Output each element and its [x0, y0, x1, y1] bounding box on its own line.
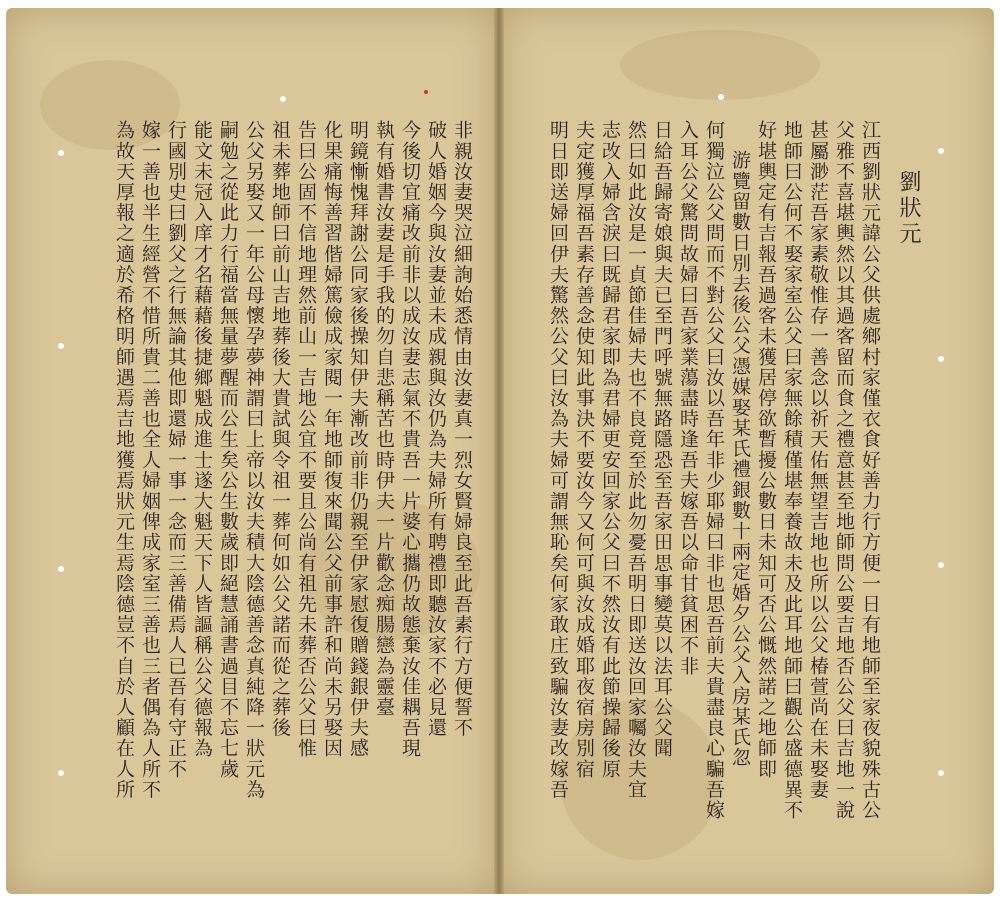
binding-hole [938, 356, 944, 362]
text-column: 今後切宜痛改前非以成汝妻志氣不貴吾一片婆心攜仍故態棄汝佳耦吾現 [399, 120, 421, 759]
binding-hole [58, 150, 64, 156]
text-column: 破人婚姻今與汝妻並未成親與汝仍為夫婦所有聘禮即聽汝家不必見還 [425, 120, 447, 738]
text-column: 夫定獲厚福吾素存善念使知此事決不要汝今又何可與汝成婚耶夜宿房別宿 [573, 120, 595, 780]
text-column: 公父另娶又一年公母懷孕夢神謂曰上帝以汝夫積大陰德善念真純降一狀元為 [243, 120, 265, 800]
text-column: 為故天厚報之適於希格明師遇焉吉地獲焉狀元生焉陰德豈不自於人顧在人所 [113, 120, 135, 800]
text-column: 化果痛悔善習偕婦篤儉成家閱一年地師復來聞公父前事許和尚未另娶因 [321, 120, 343, 759]
text-column: 游覽留數日別去後公父憑媒娶某氏禮銀數十兩定婚夕公父入房某氏忽 [729, 150, 751, 768]
binding-hole [58, 566, 64, 572]
binding-hole [280, 96, 286, 102]
binding-hole [58, 343, 64, 349]
text-column: 嗣勉之從此力行福當無量夢醒而公生矣公生數歲即絕慧誦書過目不忘七歲 [217, 120, 239, 780]
text-column: 明日即送婦回伊夫驚然公父曰汝為夫婦可謂無恥矣何家敢庄致騙汝妻改嫁吾 [547, 120, 569, 800]
text-column: 執有婚書汝妻是手我的勿自悲稱苦也時伊夫一片歡念痴腸戀為靈臺 [373, 120, 395, 718]
binding-hole [58, 770, 64, 776]
text-column: 祖未葬地師曰前山吉地葬後大貴試與令祖一葬何如公父諾而從之葬後 [269, 120, 291, 738]
text-column: 好堪輿定有吉報吾過客未獲居停欲暫擾公數日未知可否公慨然諾之地師即 [755, 120, 777, 780]
text-column: 江西劉狀元諱公父供處鄉村家僅衣食好善力行方便一日有地師至家夜貌殊古公 [859, 120, 881, 821]
text-column: 志改入婦含淚曰既歸君家即為君婦更安回家公父曰不然汝有此節操歸後原 [599, 120, 621, 780]
text-column: 日給吾歸寄娘與夫已至門呼號無路隱恐至吾家田思事變莫以法耳公父聞 [651, 120, 673, 759]
text-column: 告曰公固不信地理然前山一吉地公宜不要且公尚有祖先未葬否公父曰惟 [295, 120, 317, 759]
text-column: 父雅不喜堪輿然以其過客留而食之禮意甚至地師問公要吉地否公父曰吉地一說 [833, 120, 855, 821]
text-column: 嫁一善也半生經營不惜所貴二善也全人婦姻俾成家室三善也三者偶為人所不 [139, 120, 161, 800]
binding-hole [938, 770, 944, 776]
text-column: 甚屬渺茫吾家素敬惟存一善念以祈天佑無望吉地也所以公父椿萱尚在未娶妻 [807, 120, 829, 800]
text-column: 行國別史曰劉父之行無論其他即還婦一事一念而三善備焉人已吾有守正不 [165, 120, 187, 780]
binding-hole [938, 148, 944, 154]
red-ink-mark [424, 90, 428, 94]
text-column: 明鏡慚愧拜謝公同家後操知伊夫漸改前非仍親至伊家慰復贈錢銀伊夫感 [347, 120, 369, 759]
book-spine [494, 8, 504, 894]
text-column: 非親汝妻哭泣細詢始悉情由汝妻真一烈女賢婦良至此吾素行方便誓不 [451, 120, 473, 738]
text-column: 入耳公父驚問故婦曰吾家業蕩盡時逢吾夫嫁吾以命甘貧困不非 [677, 120, 699, 677]
document-title: 劉狀元 [896, 170, 921, 248]
binding-hole [718, 94, 724, 100]
text-column: 地師曰公何不娶家室公父曰家無餘積僅堪奉養故未及此耳地師曰觀公盛德異不 [781, 120, 803, 821]
text-column: 能文未冠入庠才名藉藉後捷鄉魁成進士遂大魁天下人皆謳稱公父德報為 [191, 120, 213, 759]
binding-hole [938, 562, 944, 568]
text-column: 然曰如此汝是一貞節佳婦夫也不良竟至於此勿憂吾明日即送汝回家囑汝夫宜 [625, 120, 647, 800]
text-column: 何獨泣公父問而不對公父曰汝以吾年非少耶婦曰非也思吾前夫貴盡良心騙吾嫁 [703, 120, 725, 821]
